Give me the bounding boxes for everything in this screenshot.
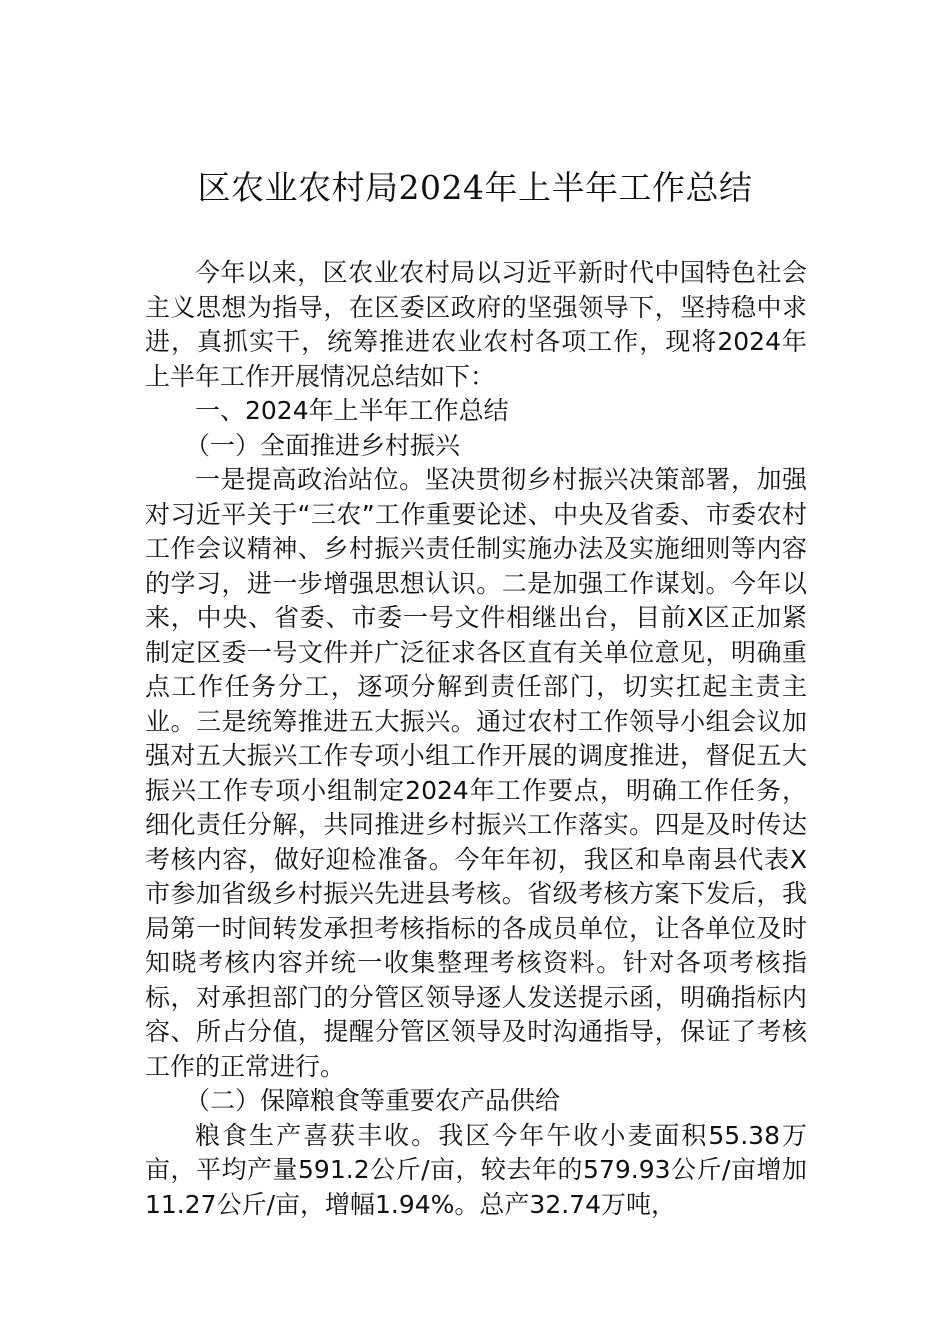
subsection-heading-1: （一）全面推进乡村振兴	[185, 430, 461, 460]
subsection-heading-2: （二）保障粮食等重要农产品供给	[185, 1086, 561, 1115]
document-body	[145, 256, 807, 1222]
intro-paragraph: 今年以来，区农业农村局以习近平新时代中国特色社会主义思想为指导，在区委区政府的坚强领导下，坚持稳中求进，真抓实干，统筹推进农业农村各项工作，现将2024年上半年工作开展情况总结如下：	[145, 258, 807, 391]
document-title: 区农业农村局2024年上半年工作总结	[197, 168, 753, 207]
subsection-paragraph-1: 一是提高政治站位。坚决贯彻乡村振兴决策部署，加强对习近平关于“三农”工作重要论述、中央及省委、市委农村工作会议精神、乡村振兴责任制实施办法及实施细则等内容的学习，进一步增强思想认识。二是加强工作谋划。今年以来，中央、省委、市委一号文件相继出台，目前X区正加紧制定区委一号文件并广泛征求各区直有关单位意见，明确重点工作任务分工，逐项分解到责任部门，切实扛起主责主业。三是统筹推进五大振兴。通过农村工作领导小组会议加强对五大振兴工作专项小组工作开展的调度推进，督促五大振兴工作专项小组制定2024年工作要点，明确工作任务，细化责任分解，共同推进乡村振兴工作落实。四是及时传达考核内容，做好迎检准备。今年年初，我区和阜南县代表X市参加省级乡村振兴先进县考核。省级考核方案下发后，我局第一时间转发承担考核指标的各成员单位，让各单位及时知晓考核内容并统一收集整理考核资料。针对各项考核指标，对承担部门的分管区领导逐人发送提示函，明确指标内容、所占分值，提醒分管区领导及时沟通指导，保证了考核工作的正常进行。	[145, 465, 807, 1081]
subsection-paragraph-2: 粮食生产喜获丰收。我区今年午收小麦面积55.38万亩，平均产量591.2公斤/亩，较去年的579.93公斤/亩增加11.27公斤/亩，增幅1.94%。总产32.74万吨，	[145, 1120, 807, 1219]
section-heading-1: 一、2024年上半年工作总结	[195, 396, 509, 425]
